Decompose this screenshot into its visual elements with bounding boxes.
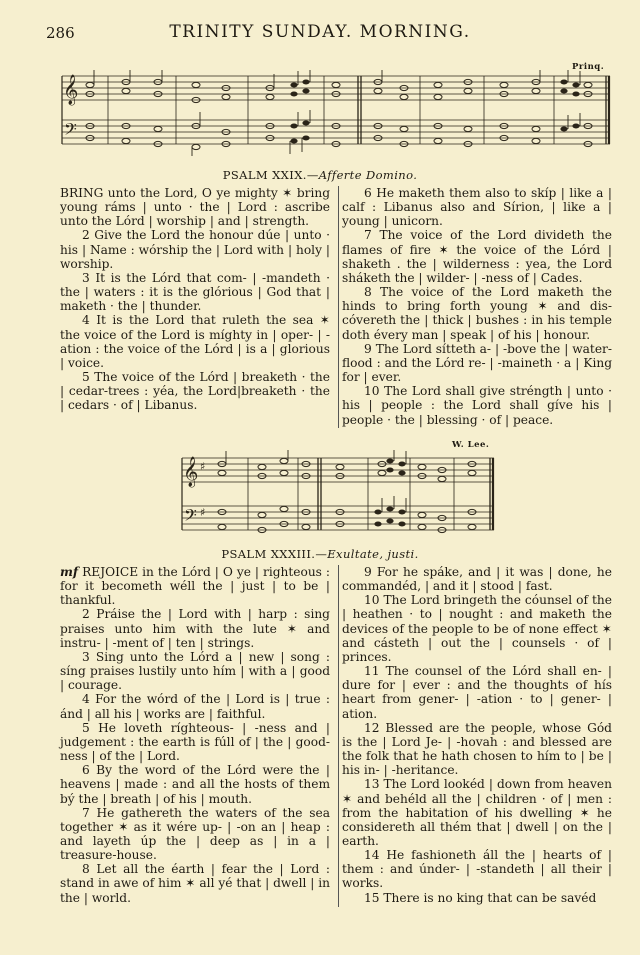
verse: 3 Sing unto the Lórd a | new | song : síng praises lustily unto hím | with a | good | courage. — [60, 649, 330, 693]
verse: 9 For he spáke, and | it was | done, he commandéd, | and it | stood | fast. — [342, 565, 612, 594]
verse: 2 Práise the | Lord with | harp : sing praises unto him with the lute ✶ and instru- | -ment of | ten | strings. — [60, 607, 330, 650]
verse: 8 The voice of the Lord maketh the hinds to bring forth young ✶ and dis-cóvereth the | thick | bushes : in his temple doth évery man | speak | of his | honour. — [342, 285, 612, 342]
svg-text:𝄢: 𝄢 — [184, 505, 197, 529]
psalm-29-left-column — [60, 186, 330, 413]
verse: 15 There is no king that can be savéd — [364, 890, 597, 905]
composer-name: W. Lee. — [452, 440, 490, 450]
svg-text:♯: ♯ — [200, 506, 206, 519]
psalm-29-number: PSALM XXIX. — [222, 168, 307, 182]
verse: 3 It is the Lórd that com- | -mandeth · the | waters : it is the glórious | God that | maketh · the | thunder. — [60, 270, 330, 314]
verse: 12 Blessed are the people, whose Gód is the | Lord Je- | -hovah : and blessed are the folk that he hath chosen to hím to | be | his in- | -heritance. — [342, 720, 612, 778]
verse: 2 Give the Lord the honour dúe | unto · his | Name : wórship the | Lord with | holy | worship. — [60, 228, 330, 271]
psalm-33-right-column — [342, 565, 612, 905]
verse: 8 Let all the éarth | fear the | Lord : stand in awe of him ✶ all yé that | dwell | in the | world. — [60, 862, 330, 905]
psalm-33-left-column — [60, 565, 330, 905]
verse: 5 He loveth ríghteous- | -ness and | judgement : the earth is fúll of | the | good-ness | of the | Lord. — [60, 720, 330, 764]
dynamic-marking: mf — [60, 565, 79, 579]
running-title: TRINITY SUNDAY. MORNING. — [169, 22, 471, 42]
page-number: 286 — [46, 24, 75, 42]
psalm-33-title: PSALM XXXIII.—Exultate, justi. — [221, 547, 419, 561]
verse: 14 He fashioneth áll the | hearts of | them : and únder- | -standeth | all their | works. — [342, 848, 612, 891]
verse: 4 It is the Lord that ruleth the sea ✶ the voice of the Lord is míghty in | oper- | -ation : the voice of the Lórd | is a | glorious | voice. — [60, 313, 330, 370]
verse: 9 The Lord sítteth a- | -bove the | water-flood : and the Lórd re- | -maineth · a | King for | ever. — [342, 341, 612, 385]
psalm-29-right-column — [342, 186, 612, 427]
verse: 7 The voice of the Lord divideth the flames of fire ✶ the voice of the Lórd | shaketh . the | wilderness : yea, the Lord sháketh the | wilder- | -ness of | Cades. — [342, 228, 612, 285]
psalm-29-title: PSALM XXIX.—Afferte Domino. — [222, 168, 418, 182]
music-score-2 — [178, 450, 498, 536]
column-divider — [338, 565, 339, 907]
verse: REJOICE in the Lórd | O ye | righteous : for it becometh wéll the | just | to be | thankful. — [60, 565, 331, 608]
verse: 6 He maketh them also to skíp | like a | calf : Libanus also and Sírion, | like a | young | unicorn. — [342, 186, 612, 229]
svg-text:♯: ♯ — [200, 460, 206, 473]
verse: 11 The counsel of the Lórd shall en- | dure for | ever : and the thoughts of hís heart from gener- | -ation · to | gener- | ation. — [342, 664, 612, 721]
verse: 7 He gathereth the waters of the sea together ✶ as it wére up- | -on an | heap : and layeth úp the | deep as | in a | treasure-house. — [60, 805, 330, 863]
tune-name: Prinq. — [572, 62, 605, 72]
verse: 5 The voice of the Lórd | breaketh · the | cedar-trees : yéa, the Lord|breaketh · the | cedars · of | Libanus. — [60, 370, 330, 413]
verse: 13 The Lord lookéd | down from heaven ✶ and behéld all the | children · of | men : from the habitation of his dwelling ✶ he considereth all thém that | dwell | on the | earth. — [342, 777, 612, 848]
svg-text:𝄢: 𝄢 — [64, 119, 77, 143]
verse: 6 By the word of the Lórd were the | heavens | made : and all the hosts of them bý the | breath | of his | mouth. — [60, 763, 330, 806]
psalm-33-subtitle: Exultate, justi. — [327, 547, 419, 561]
verse: BRING unto the Lord, O ye mighty ✶ bring young ráms | unto · the | Lord : ascribe unto the Lórd | worship | and | strength. — [60, 186, 330, 229]
page-header — [0, 20, 640, 48]
svg-text:𝄞: 𝄞 — [183, 457, 199, 487]
psalm-33-number: PSALM XXXIII. — [221, 547, 316, 561]
svg-text:𝄞: 𝄞 — [63, 75, 79, 105]
column-divider — [338, 186, 339, 428]
verse: 10 The Lord shall give stréngth | unto · his | people : the Lord shall gíve his | people · the | blessing · of | peace. — [342, 384, 612, 427]
psalm-29-subtitle: Afferte Domino. — [318, 168, 418, 182]
music-score-1 — [58, 70, 614, 156]
verse: 10 The Lord bringeth the cóunsel of the | heathen · to | nought : and maketh the devices of the people to be of none effect ✶ and cásteth | out the | counsels · of | princes. — [342, 593, 612, 664]
verse: 4 For the wórd of the | Lord is | true : ánd | all his | works are | faithful. — [60, 692, 330, 721]
